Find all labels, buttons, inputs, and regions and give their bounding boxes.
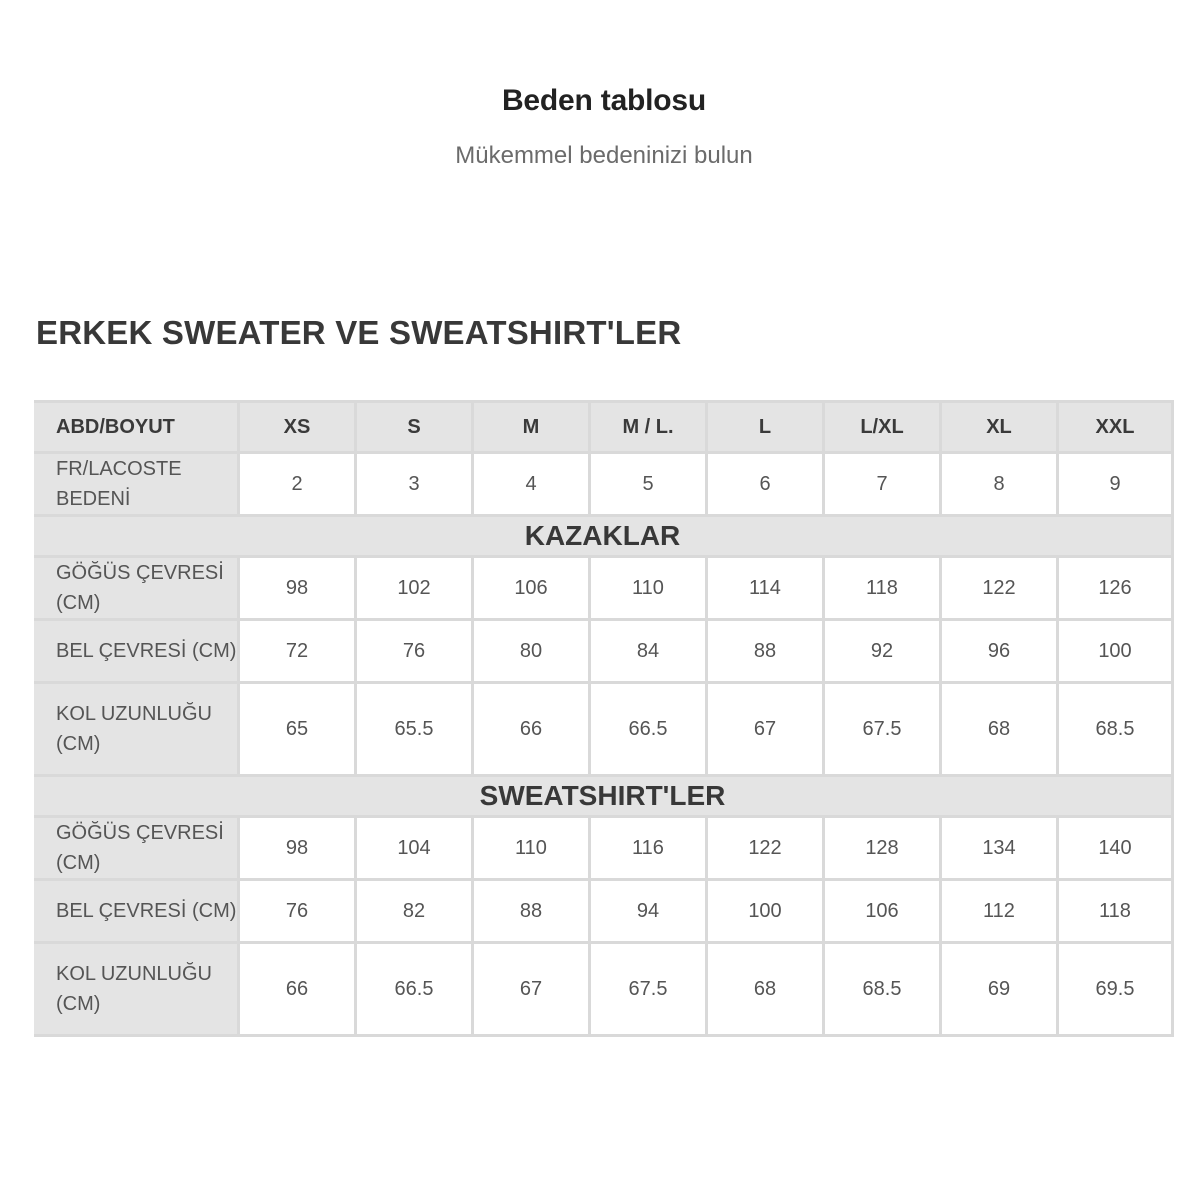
measurement-value: 68.5 bbox=[1059, 684, 1174, 777]
measurement-value: 98 bbox=[240, 818, 357, 881]
fr-size-cell: 2 bbox=[240, 454, 357, 517]
measurement-label: BEL ÇEVRESİ (CM) bbox=[34, 621, 240, 684]
measurement-value: 98 bbox=[240, 558, 357, 621]
size-header-cell: XS bbox=[240, 400, 357, 454]
fr-size-cell: 9 bbox=[1059, 454, 1174, 517]
measurement-value: 106 bbox=[825, 881, 942, 944]
measurement-value: 94 bbox=[591, 881, 708, 944]
measurement-value: 69 bbox=[942, 944, 1059, 1037]
measurement-value: 76 bbox=[240, 881, 357, 944]
measurement-value: 67.5 bbox=[591, 944, 708, 1037]
measurement-value: 72 bbox=[240, 621, 357, 684]
fr-size-row bbox=[34, 454, 1174, 517]
measurement-value: 102 bbox=[357, 558, 474, 621]
fr-size-cell: 4 bbox=[474, 454, 591, 517]
measurement-row bbox=[34, 558, 1174, 621]
measurement-value: 92 bbox=[825, 621, 942, 684]
measurement-value: 76 bbox=[357, 621, 474, 684]
fr-size-label: FR/LACOSTE BEDENİ bbox=[34, 454, 240, 517]
measurement-value: 88 bbox=[708, 621, 825, 684]
page-subtitle: Mükemmel bedeninizi bulun bbox=[455, 142, 753, 169]
measurement-value: 68 bbox=[942, 684, 1059, 777]
measurement-value: 126 bbox=[1059, 558, 1174, 621]
measurement-row bbox=[34, 621, 1174, 684]
measurement-row bbox=[34, 881, 1174, 944]
fr-size-cell: 8 bbox=[942, 454, 1059, 517]
size-header-cell: L/XL bbox=[825, 400, 942, 454]
fr-size-cell: 7 bbox=[825, 454, 942, 517]
measurement-value: 66.5 bbox=[357, 944, 474, 1037]
size-header-cell: L bbox=[708, 400, 825, 454]
measurement-value: 104 bbox=[357, 818, 474, 881]
measurement-value: 67.5 bbox=[825, 684, 942, 777]
measurement-value: 106 bbox=[474, 558, 591, 621]
measurement-value: 65.5 bbox=[357, 684, 474, 777]
measurement-label: KOL UZUNLUĞU (CM) bbox=[34, 684, 240, 777]
section-title: KAZAKLAR bbox=[34, 517, 1174, 558]
measurement-row bbox=[34, 684, 1174, 777]
measurement-value: 114 bbox=[708, 558, 825, 621]
measurement-value: 118 bbox=[1059, 881, 1174, 944]
size-header-cell: M bbox=[474, 400, 591, 454]
measurement-value: 67 bbox=[708, 684, 825, 777]
measurement-value: 68.5 bbox=[825, 944, 942, 1037]
measurement-row bbox=[34, 944, 1174, 1037]
size-header-cell: XL bbox=[942, 400, 1059, 454]
measurement-value: 112 bbox=[942, 881, 1059, 944]
section-title: SWEATSHIRT'LER bbox=[34, 777, 1174, 818]
measurement-value: 82 bbox=[357, 881, 474, 944]
fr-size-cell: 3 bbox=[357, 454, 474, 517]
measurement-value: 116 bbox=[591, 818, 708, 881]
measurement-label: GÖĞÜS ÇEVRESİ (CM) bbox=[34, 818, 240, 881]
measurement-value: 110 bbox=[474, 818, 591, 881]
size-header-label: ABD/BOYUT bbox=[34, 400, 240, 454]
section-heading: ERKEK SWEATER VE SWEATSHIRT'LER bbox=[36, 314, 682, 351]
measurement-value: 68 bbox=[708, 944, 825, 1037]
size-table bbox=[34, 400, 1174, 1037]
measurement-value: 122 bbox=[942, 558, 1059, 621]
page-title: Beden tablosu bbox=[501, 84, 707, 117]
measurement-value: 80 bbox=[474, 621, 591, 684]
measurement-value: 67 bbox=[474, 944, 591, 1037]
measurement-value: 96 bbox=[942, 621, 1059, 684]
size-header-cell: M / L. bbox=[591, 400, 708, 454]
measurement-value: 66 bbox=[240, 944, 357, 1037]
size-header-row bbox=[34, 400, 1174, 454]
measurement-value: 118 bbox=[825, 558, 942, 621]
measurement-value: 134 bbox=[942, 818, 1059, 881]
size-header-cell: XXL bbox=[1059, 400, 1174, 454]
size-header-cell: S bbox=[357, 400, 474, 454]
measurement-value: 66 bbox=[474, 684, 591, 777]
section-title-row bbox=[34, 517, 1174, 558]
measurement-row bbox=[34, 818, 1174, 881]
measurement-value: 100 bbox=[1059, 621, 1174, 684]
section-title-row bbox=[34, 777, 1174, 818]
measurement-value: 140 bbox=[1059, 818, 1174, 881]
measurement-value: 66.5 bbox=[591, 684, 708, 777]
measurement-value: 122 bbox=[708, 818, 825, 881]
measurement-value: 128 bbox=[825, 818, 942, 881]
measurement-label: KOL UZUNLUĞU (CM) bbox=[34, 944, 240, 1037]
measurement-value: 69.5 bbox=[1059, 944, 1174, 1037]
measurement-value: 84 bbox=[591, 621, 708, 684]
measurement-value: 110 bbox=[591, 558, 708, 621]
fr-size-cell: 5 bbox=[591, 454, 708, 517]
measurement-value: 65 bbox=[240, 684, 357, 777]
measurement-value: 100 bbox=[708, 881, 825, 944]
measurement-label: BEL ÇEVRESİ (CM) bbox=[34, 881, 240, 944]
fr-size-cell: 6 bbox=[708, 454, 825, 517]
measurement-value: 88 bbox=[474, 881, 591, 944]
measurement-label: GÖĞÜS ÇEVRESİ (CM) bbox=[34, 558, 240, 621]
